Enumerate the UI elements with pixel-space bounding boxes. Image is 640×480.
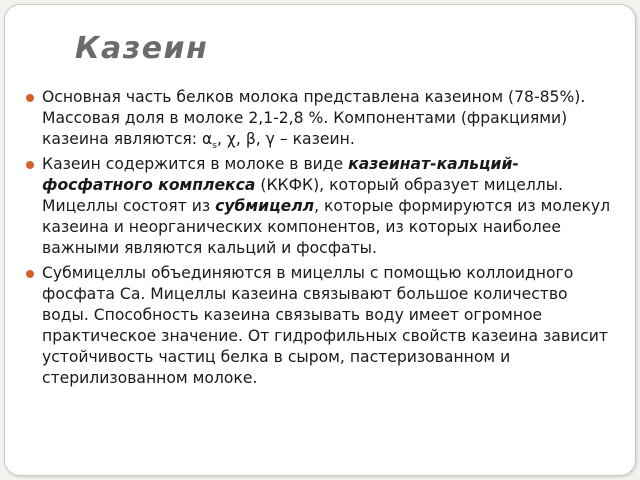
slide xyxy=(4,4,636,476)
bullet-text: Субмицеллы объединяются в мицеллы с помощью коллоидного фосфата Са. Мицеллы казеина связывают большое количество воды. Способность казеина связывать воду имеет огромное практическое значение. От гидрофильных свойств казеина зависит устойчивость частиц белка в сыром, пастеризованном и стерилизованном молоке. xyxy=(42,264,608,387)
bullet-text-end: , которые формируются из молекул казеина и неорганических компонентов, из которых наиболее важными являются кальций и фосфаты. xyxy=(42,197,611,257)
bullet-item-fractions xyxy=(19,87,619,150)
bullet-text-cont: , χ, β, γ – казеин. xyxy=(216,130,355,148)
bullet-item-complex xyxy=(19,154,619,259)
bullet-list xyxy=(19,87,619,393)
bullet-dot-icon xyxy=(26,94,34,102)
emphasis-submicelles: субмицелл xyxy=(215,197,315,215)
bullet-text: Казеин содержится в молоке в виде xyxy=(42,155,349,173)
bullet-item-micelles xyxy=(19,263,619,389)
bullet-text: Основная часть белков молока представлена казеином (78-85%). Массовая доля в молоке 2,1-2,8 %. Компонентами (фракциями) казеина являются: α xyxy=(42,88,586,148)
alpha-subscript: s xyxy=(212,141,217,152)
slide-title: Казеин xyxy=(75,31,209,66)
bullet-text-cont: (ККФК), который образует мицеллы. Мицеллы состоят из xyxy=(42,176,564,215)
bullet-dot-icon xyxy=(26,161,34,169)
bullet-dot-icon xyxy=(26,270,34,278)
emphasis-complex: казеинат-кальций-фосфатного комплекса xyxy=(42,155,519,194)
